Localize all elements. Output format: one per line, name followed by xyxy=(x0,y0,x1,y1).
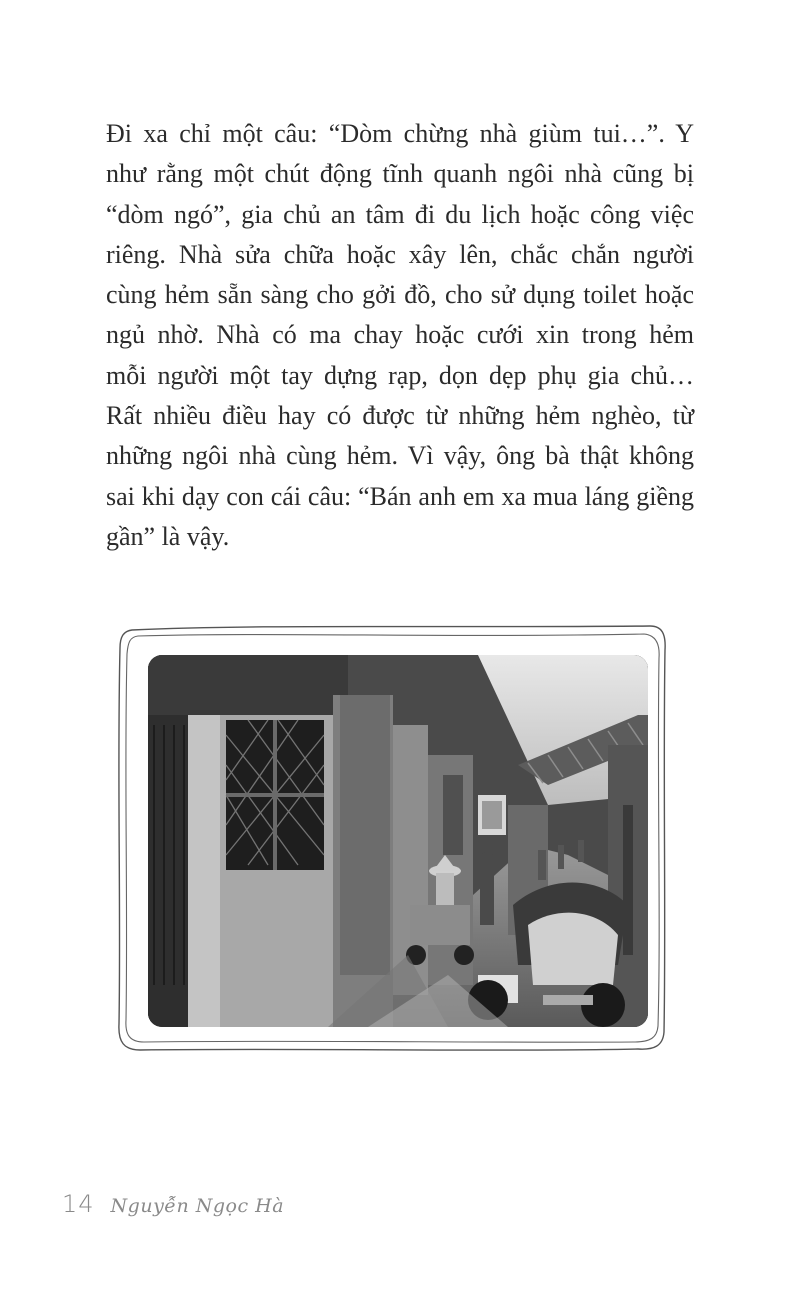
text-line: sai khi dạy con cái câu: “Bán anh em xa mua láng giềng xyxy=(106,481,694,511)
body-text xyxy=(106,114,694,557)
text-line: những ngôi nhà cùng hẻm. Vì vậy, ông bà thật không xyxy=(106,441,694,471)
text-line: mỗi người một tay dựng rạp, dọn dẹp phụ gia chủ… xyxy=(106,360,694,390)
text-line: ngủ nhờ. Nhà có ma chay hoặc cưới xin trong hẻm xyxy=(106,320,694,350)
text-line: “dòm ngó”, gia chủ an tâm đi du lịch hoặc công việc xyxy=(106,199,694,229)
author-name: Nguyễn Ngọc Hà xyxy=(110,1195,285,1217)
alley-photo-illustration xyxy=(148,655,648,1027)
text-line: riêng. Nhà sửa chữa hoặc xây lên, chắc chắn người xyxy=(106,239,694,269)
page-footer xyxy=(62,1190,284,1218)
text-line: cùng hẻm sẵn sàng cho gởi đồ, cho sử dụng toilet hoặc xyxy=(106,280,694,310)
text-line: Rất nhiều điều hay có được từ những hẻm nghèo, từ xyxy=(106,401,694,431)
text-line: Đi xa chỉ một câu: “Dòm chừng nhà giùm tui…”. Y xyxy=(106,119,694,148)
alley-photo xyxy=(148,655,648,1027)
page-number: 14 xyxy=(62,1190,95,1218)
text-line: gần” là vậy. xyxy=(106,521,230,551)
text-line: như rằng một chút động tĩnh quanh ngôi nhà cũng bị xyxy=(106,159,694,189)
photo-frame xyxy=(110,622,670,1054)
